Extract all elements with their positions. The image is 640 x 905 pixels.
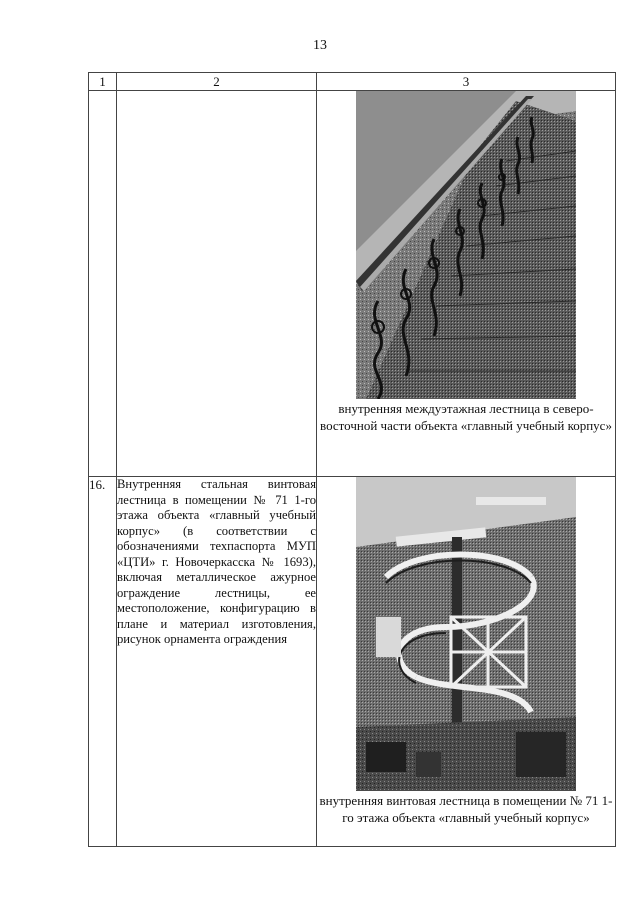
spiral-staircase-photo xyxy=(356,477,576,791)
header-col-2: 2 xyxy=(117,73,317,91)
table-header-row xyxy=(89,73,616,91)
row-number xyxy=(89,91,117,477)
row-description xyxy=(117,91,317,477)
photo-caption: внутренняя междуэтажная лестница в северо-восточной части объекта «главный учебный корпус» xyxy=(320,401,612,433)
table-row xyxy=(89,91,616,477)
row-photo-cell xyxy=(317,91,616,477)
staircase-railing-photo xyxy=(356,91,576,399)
photo-caption: внутренняя винтовая лестница в помещении № 71 1-го этажа объекта «главный учебный корпус» xyxy=(319,793,613,825)
table-row xyxy=(89,477,616,847)
header-col-3: 3 xyxy=(317,73,616,91)
header-col-1: 1 xyxy=(89,73,117,91)
monument-table xyxy=(88,72,616,847)
page-number: 13 xyxy=(313,38,327,53)
row-number: 16. xyxy=(89,477,117,847)
row-photo-cell xyxy=(317,477,616,847)
row-description: Внутренняя стальная винтовая лестница в помещении № 71 1-го этажа объекта «главный учебный корпус» (в соответствии с обозначениями техпаспорта МУП «ЦТИ» г. Новочеркасска № 1693), включая металлическое ажурное ограждение лестницы, ее местоположение, конфигурацию в плане и материал изготовления, рисунок орнамента ограждения xyxy=(117,477,317,847)
